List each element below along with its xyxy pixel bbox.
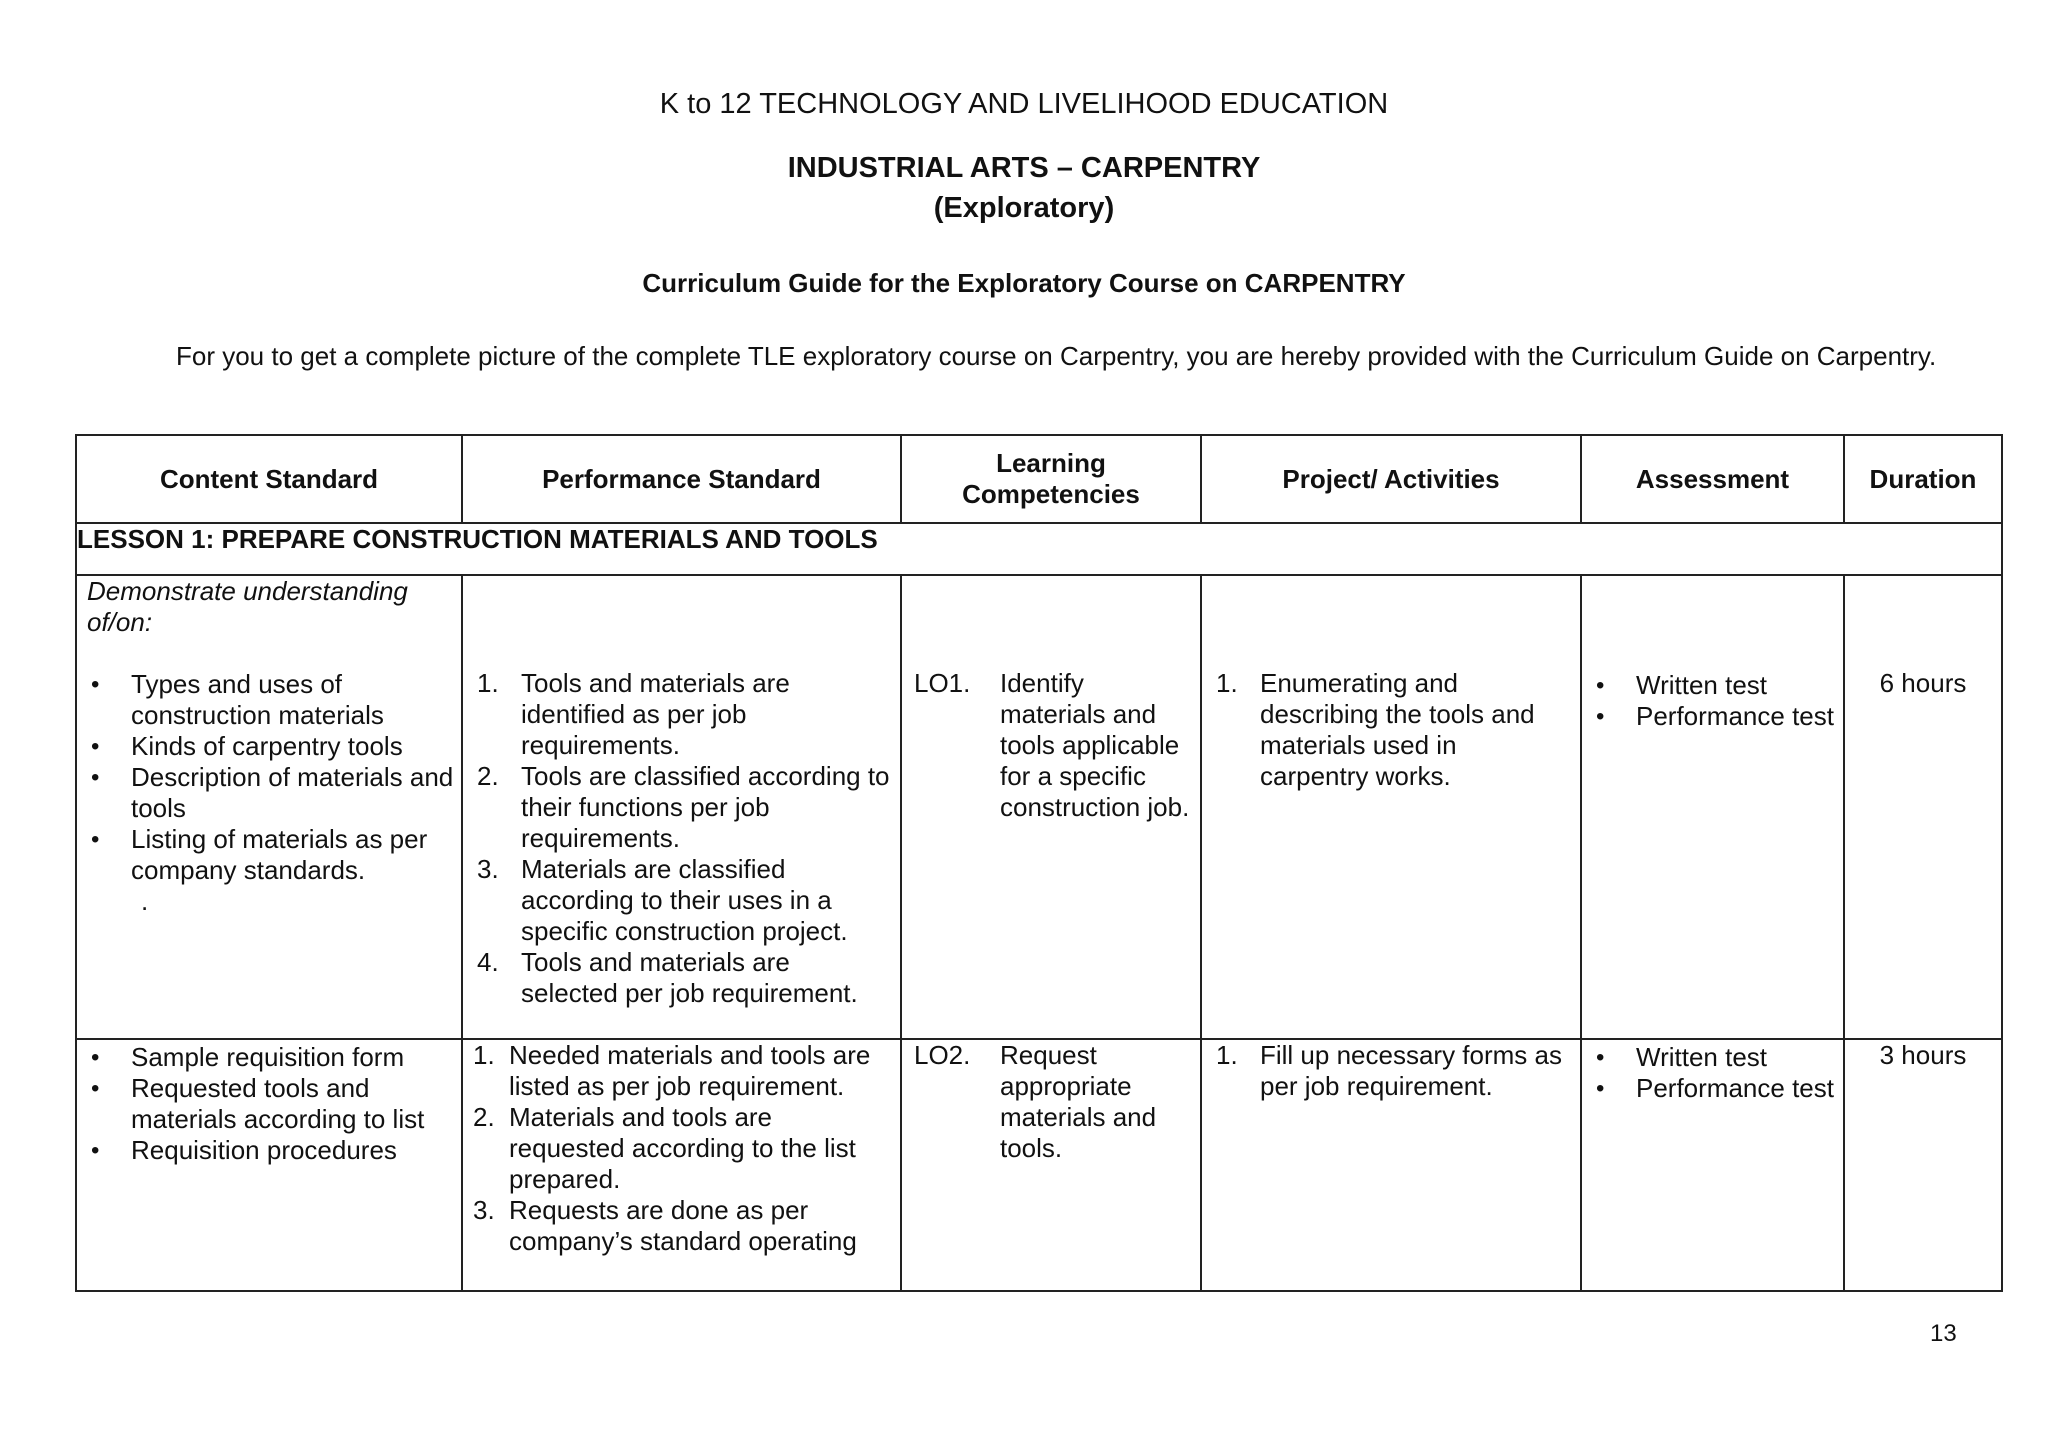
item-text: Requests are done as per company’s standard operating [509,1195,857,1256]
content-intro: Demonstrate understanding of/on: [87,576,408,637]
duration-cell [1844,575,2002,1039]
item-text: Tools and materials are identified as per job requirements. [521,668,790,760]
list-item: • Written test [1582,670,1843,701]
column-header: Assessment [1581,435,1844,523]
item-text: Materials are classified according to their uses in a specific construction project. [521,854,848,946]
assessment-cell [1581,575,1844,1039]
list-item [463,947,890,1009]
list-item [463,761,890,854]
list-item: • Types and uses of construction materials [77,669,461,731]
table-header-row [76,435,2002,523]
activities-cell [1201,575,1581,1039]
item-text: Needed materials and tools are listed as per job requirement. [509,1040,871,1101]
content-standard-cell [76,575,462,1039]
list-item: • Kinds of carpentry tools [77,731,461,762]
content-list [77,1040,461,1166]
duration-cell [1844,1039,2002,1291]
learning-outcome [914,1040,1190,1164]
content-list [77,669,461,886]
item-number: 4. [477,947,499,977]
learning-competency-cell [901,575,1201,1039]
performance-list [463,1040,900,1257]
list-item [463,668,890,761]
course-type: (Exploratory) [933,192,1115,224]
lesson-row [76,523,2002,575]
list-item: • Listing of materials as per company standards. [77,824,461,886]
list-item: • Description of materials and tools [77,762,461,824]
table-row [76,1039,2002,1291]
assessment-list [1582,576,1843,732]
column-header [901,435,1201,523]
column-header: Performance Standard [462,435,901,523]
list-item [463,1102,890,1195]
column-header: Duration [1844,435,2002,523]
performance-standard-cell [462,1039,901,1291]
item-number: 2. [473,1102,495,1132]
list-item [463,1040,890,1102]
list-item [1202,668,1570,792]
list-item: • Written test [1582,1042,1843,1073]
content-trailer: . [141,886,149,916]
document-title: K to 12 TECHNOLOGY AND LIVELIHOOD EDUCATION [659,88,1389,120]
item-number: 2. [477,761,499,791]
column-header: Content Standard [76,435,462,523]
item-number: 1. [1216,1040,1238,1070]
item-text: Enumerating and describing the tools and materials used in carpentry works. [1260,668,1535,791]
curriculum-table [75,434,2003,1292]
list-item [463,1195,890,1257]
list-item: • Performance test [1582,1073,1843,1104]
lo-text: Request appropriate materials and tools. [1000,1040,1157,1163]
learning-competency-cell [901,1039,1201,1291]
lo-tag: LO2. [914,1040,971,1070]
list-item: • Requisition procedures [77,1135,461,1166]
lo-tag: LO1. [914,668,971,698]
column-header: Project/ Activities [1201,435,1581,523]
item-text: Fill up necessary forms as per job requirement. [1260,1040,1562,1101]
column-header-text: Learning Competencies [962,448,1140,509]
duration-value: 3 hours [1879,1040,1967,1070]
item-number: 1. [477,668,499,698]
item-number: 1. [1216,668,1238,698]
list-item [1202,1040,1570,1102]
subject-title: INDUSTRIAL ARTS – CARPENTRY [787,152,1261,184]
activities-cell [1201,1039,1581,1291]
duration-value: 6 hours [1879,668,1967,698]
page-number: 13 [1930,1320,1957,1347]
list-item [463,854,890,947]
activities-list [1202,576,1580,792]
item-text: Materials and tools are requested according to the list prepared. [509,1102,856,1194]
item-number: 3. [473,1195,495,1225]
list-item: • Performance test [1582,701,1843,732]
activities-list [1202,1040,1580,1102]
table-row [76,575,2002,1039]
performance-standard-cell [462,575,901,1039]
item-number: 1. [473,1040,495,1070]
list-item: • Requested tools and materials according to list [77,1073,461,1135]
item-text: Tools and materials are selected per job requirement. [521,947,858,1008]
guide-title: Curriculum Guide for the Exploratory Course on CARPENTRY [642,268,1406,298]
lesson-title: LESSON 1: PREPARE CONSTRUCTION MATERIALS AND TOOLS [76,523,2002,575]
list-item: • Sample requisition form [77,1042,461,1073]
lo-text: Identify materials and tools applicable for a specific construction job. [1000,668,1190,822]
item-text: Tools are classified according to their functions per job requirements. [521,761,890,853]
learning-outcome [914,668,1190,823]
assessment-list [1582,1040,1843,1104]
content-standard-cell [76,1039,462,1291]
assessment-cell [1581,1039,1844,1291]
item-number: 3. [477,854,499,884]
performance-list [463,576,900,1009]
intro-paragraph: For you to get a complete picture of the complete TLE exploratory course on Carpentry, you are hereby provided with the Curriculum Guide on Carpentry. [176,341,1937,371]
